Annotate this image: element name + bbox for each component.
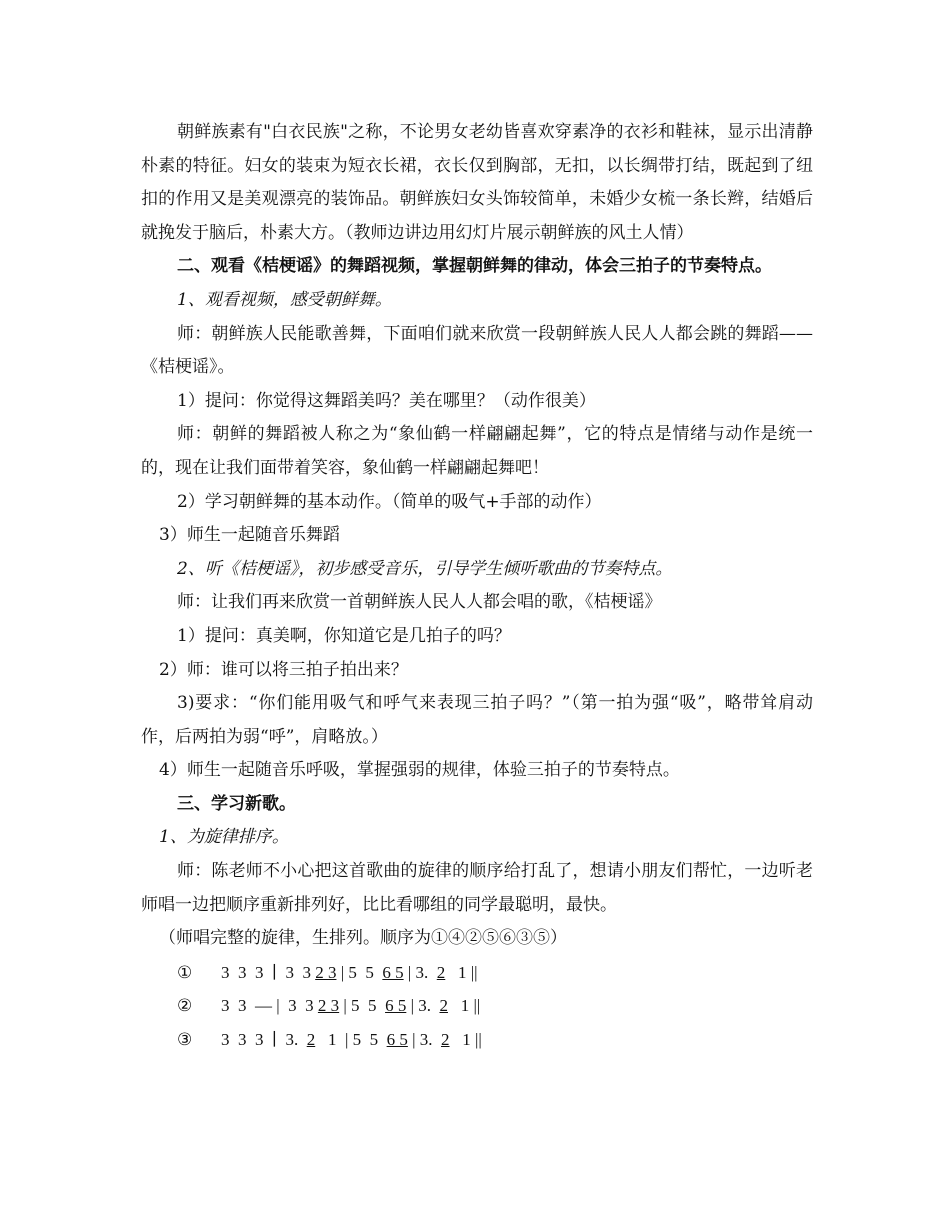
teacher-line: 师：朝鲜族人民能歌善舞，下面咱们就来欣赏一段朝鲜族人民人人都会跳的舞蹈——《桔梗谣》。 (141, 323, 813, 378)
notation-line-1: ① 3 3 3 ∣ 3 3 2 3 | 5 5 6 5 | 3. 2 1 || (141, 956, 813, 990)
teacher-line: 师：让我们再来欣赏一首朝鲜族人民人人都会唱的歌，《桔梗谣》 (177, 592, 662, 613)
notation-number: ② (177, 996, 193, 1016)
subsection-2-2-heading: 2、听《桔梗谣》，初步感受音乐，引导学生倾听歌曲的节奏特点。 (177, 558, 673, 579)
subsection-2-1-heading: 1、观看视频，感受朝鲜舞。 (177, 289, 392, 310)
question-line: 1）提问：你觉得这舞蹈美吗？美在哪里？（动作很美） (177, 390, 596, 411)
section-2-heading: 二、观看《桔梗谣》的舞蹈视频，掌握朝鲜舞的律动，体会三拍子的节奏特点。 (177, 256, 772, 277)
step-line: 3）师生一起随音乐舞蹈 (159, 525, 340, 546)
question-line: 2）师：谁可以将三拍子拍出来？ (159, 659, 408, 680)
step-line: 4）师生一起随音乐呼吸，掌握强弱的规律，体验三拍子的节奏特点。 (159, 760, 680, 781)
notation-number: ① (177, 962, 193, 982)
section-3-heading: 三、学习新歌。 (177, 793, 296, 814)
step-line: 2）学习朝鲜舞的基本动作。（简单的吸气+手部的动作） (177, 491, 602, 512)
subsection-3-1-heading: 1、为旋律排序。 (159, 827, 289, 848)
intro-paragraph: 朝鲜族素有"白衣民族"之称，不论男女老幼皆喜欢穿素净的衣衫和鞋袜，显示出清静朴素的特征。妇女的装束为短衣长裙，衣长仅到胸部，无扣，以长绸带打结，既起到了纽扣的作用又是美观漂亮的装饰品。朝鲜族妇女头饰较简单，未婚少女梳一条长辫，结婚后就挽发于脑后，朴素大方。（教师边讲边用幻灯片展示朝鲜族的风土人情） (141, 122, 813, 243)
teacher-line: 师：陈老师不小心把这首歌曲的旋律的顺序给打乱了，想请小朋友们帮忙，一边听老师唱一边把顺序重新排列好，比比看哪组的同学最聪明，最快。 (141, 861, 813, 915)
notation-line-3: ③ 3 3 3 ∣ 3. 2 1 | 5 5 6 5 | 3. 2 1 || (141, 1023, 813, 1057)
question-line: 1）提问：真美啊，你知道它是几拍子的吗？ (177, 625, 511, 646)
requirement-line: 3)要求：“你们能用吸气和呼气来表现三拍子吗？”（第一拍为强“吸”，略带耸肩动作，后两拍为弱“呼”，肩略放。） (141, 693, 813, 747)
notation-line-2: ② 3 3 — | 3 3 2 3 | 5 5 6 5 | 3. 2 1 || (141, 989, 813, 1023)
notation-number: ③ (177, 1030, 193, 1050)
teacher-line: 师：朝鲜的舞蹈被人称之为“象仙鹤一样翩翩起舞”，它的特点是情绪与动作是统一的，现在让我们面带着笑容，象仙鹤一样翩翩起舞吧！ (141, 424, 813, 478)
document-body (141, 116, 813, 1057)
order-line: （师唱完整的旋律，生排列。顺序为①④②⑤⑥③⑤） (159, 928, 567, 949)
